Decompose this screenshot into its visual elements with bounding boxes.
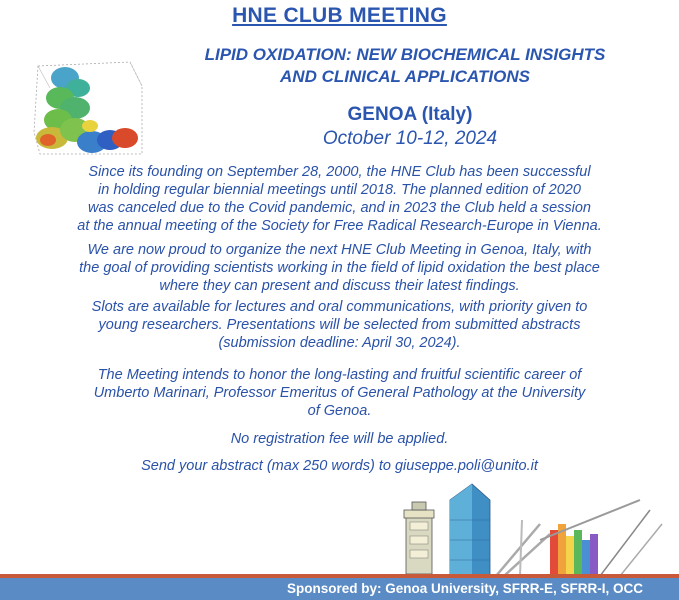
honor-line: The Meeting intends to honor the long-lasting and fruitful scientific career of	[97, 367, 582, 383]
honor-paragraph	[20, 366, 659, 420]
purpose-line: We are now proud to organize the next HNE Club Meeting in Genoa, Italy, with	[87, 242, 592, 258]
meeting-subtitle	[150, 44, 660, 88]
abstract-instructions: Send your abstract (max 250 words) to giuseppe.poli@unito.it	[141, 458, 538, 474]
history-line: at the annual meeting of the Society for Free Radical Research-Europe in Vienna.	[77, 218, 602, 234]
subtitle-line-1: LIPID OXIDATION: NEW BIOCHEMICAL INSIGHTS	[204, 45, 606, 64]
slots-line: (submission deadline: April 30, 2024).	[218, 335, 461, 351]
slots-line: Slots are available for lectures and oral communications, with priority given to	[91, 299, 588, 315]
purpose-line: the goal of providing scientists working in the field of lipid oxidation the best place	[79, 260, 600, 276]
sponsor-text: Sponsored by: Genoa University, SFRR-E, SFRR-I, OCC	[286, 581, 643, 596]
history-line: Since its founding on September 28, 2000, the HNE Club has been successful	[88, 164, 591, 180]
history-paragraph	[20, 163, 659, 235]
history-line: in holding regular biennial meetings until 2018. The planned edition of 2020	[98, 182, 581, 198]
molecule-illustration	[30, 58, 150, 158]
sponsor-footer	[0, 578, 679, 600]
purpose-line: where they can present and discuss their latest findings.	[159, 278, 520, 294]
meeting-location: GENOA (Italy)	[347, 104, 473, 125]
honor-line: Umberto Marinari, Professor Emeritus of General Pathology at the University	[93, 385, 586, 401]
meeting-dates: October 10-12, 2024	[322, 128, 498, 149]
subtitle-line-2: AND CLINICAL APPLICATIONS	[280, 67, 530, 86]
slots-paragraph	[20, 298, 659, 352]
slots-line: young researchers. Presentations will be selected from submitted abstracts	[98, 317, 581, 333]
fee-note: No registration fee will be applied.	[230, 431, 449, 447]
history-line: was canceled due to the Covid pandemic, and in 2023 the Club held a session	[88, 200, 591, 216]
purpose-paragraph	[20, 241, 659, 295]
meeting-title: HNE CLUB MEETING	[232, 4, 447, 27]
genoa-skyline-illustration	[400, 480, 679, 580]
honor-line: of Genoa.	[307, 403, 372, 419]
